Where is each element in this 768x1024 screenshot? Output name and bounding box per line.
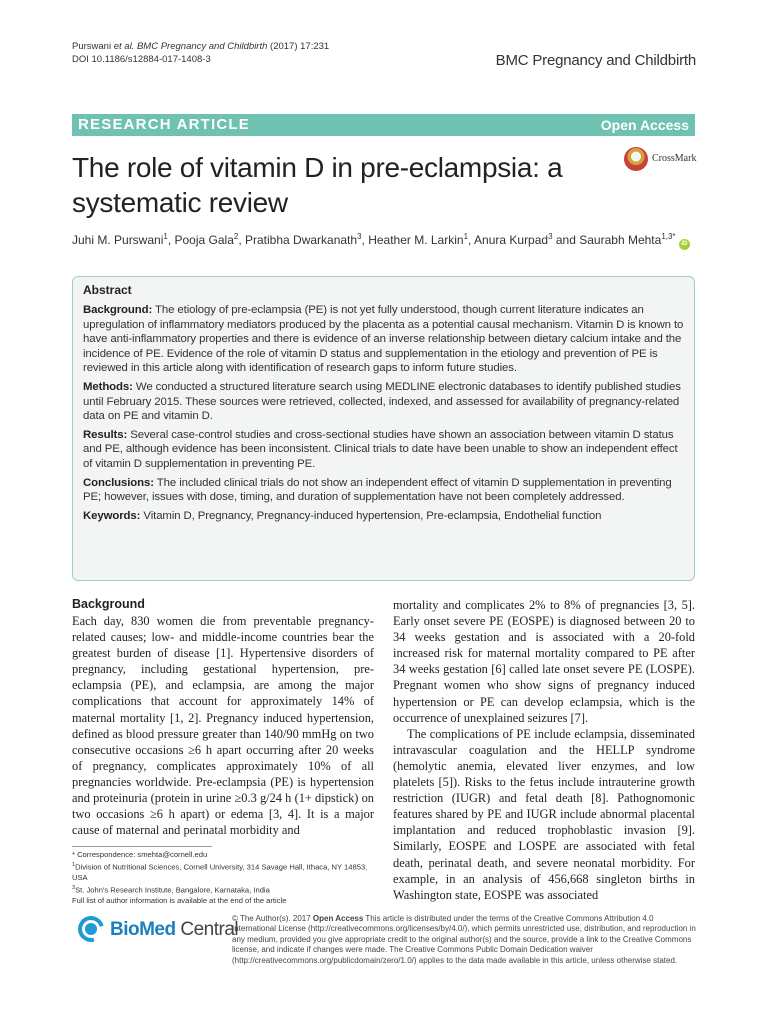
body-column-left <box>72 597 374 838</box>
affiliation: $^1$Division of Nutritional Sciences, Cornell University, 314 Savage Hall, Ithaca, NY 14853, USA <box>72 862 368 882</box>
article-title: The role of vitamin D in pre-eclampsia: a systematic review <box>72 152 563 218</box>
footnotes <box>72 850 374 906</box>
running-header <box>72 40 329 66</box>
citation-line: Purswani et al. BMC Pregnancy and Childbirth (2017) 17:231 <box>72 41 330 52</box>
author[interactable]: Pooja Gala <box>174 233 234 247</box>
author[interactable]: Juhi M. Purswani <box>72 233 164 247</box>
abstract-results: Results: Several case-control studies and cross-sectional studies have shown an association between vitamin D status and PE, although evidence has been inconsistent. Clinical trials to date have been unable to show an independent effect of vitamin D supplementation in preventing PE. <box>83 428 678 470</box>
license-statement: © The Author(s). 2017 Open Access This article is distributed under the terms of the Creative Commons Attribution 4.0 International License (http://creativecommons.org/licenses/by/4.0/), which permits unrestricted use, distribution, and reproduction in any medium, provided you give appropriate credit to the original author(s) and the source, provide a link to the Creative Commons license, and indicate if changes were made. The Creative Commons Public Domain Dedication waiver (http://creativecommons.org/publicdomain/zero/1.0/) applies to the data made available in this article, unless otherwise stated. <box>232 914 696 965</box>
abstract-conclusions: Conclusions: The included clinical trials do not show an independent effect of vitamin D supplementation in preventing PE; however, issues with dose, timing, and duration of supplementation have not been completely addressed. <box>83 476 672 504</box>
body-column-right <box>393 597 695 903</box>
abstract-heading: Abstract <box>83 283 132 297</box>
abstract-keywords: Keywords: Vitamin D, Pregnancy, Pregnancy-induced hypertension, Pre-eclampsia, Endothelial function <box>83 509 602 522</box>
crossmark-icon <box>624 147 648 171</box>
author-list: Juhi M. Purswani$^1$, Pooja Gala$^2$, Pratibha Dwarkanath$^3$, Heather M. Larkin$^1$, Anura Kurpad$^3$ and Saurabh Mehta$^{1,3*}$ iD <box>72 232 690 250</box>
author-info-note: Full list of author information is available at the end of the article <box>72 895 287 905</box>
abstract-background: Background: The etiology of pre-eclampsia (PE) is not yet fully understood, though current literature indicates an upregulation of inflammatory mediators produced by the placenta as a potential causal mechanism. Vitamin D is known to have anti-inflammatory properties and there is evidence of an inverse relationship between dietary calcium intake and the incidence of PE. Evidence of the role of vitamin D status and supplementation in the etiology and prevention of PE is reviewed in this article along with identification of research gaps to inform future studies. <box>83 304 684 375</box>
author[interactable]: Pratibha Dwarkanath <box>245 233 358 247</box>
author[interactable]: Saurabh Mehta <box>579 233 662 247</box>
body-paragraph: The complications of PE include eclampsia, disseminated intravascular coagulation and the HELLP syndrome (hemolytic anemia, elevated liver enzymes, and low platelets [5]). Risks to the fetus include intrauterine growth restriction (IUGR) and fetal death [8]. Pathognomonic features shared by PE and IUGR include abnormal placental implantation and reduced trophoblastic invasion [9]. Similarly, EOSPE and LOSPE are associated with fetal death, perinatal death, and severe neonatal morbidity. For example, in an analysis of 456,668 singleton births in Washington state, EOSPE was associated <box>393 726 695 902</box>
journal-name: BMC Pregnancy and Childbirth <box>495 52 696 69</box>
biomed-logo-text: BioMed Central <box>110 919 239 940</box>
doi[interactable]: DOI 10.1186/s12884-017-1408-3 <box>72 54 211 65</box>
crossmark-label: CrossMark <box>652 153 697 164</box>
article-type-band <box>72 114 695 136</box>
orcid-icon[interactable]: iD <box>679 239 690 250</box>
biomed-central-logo[interactable] <box>78 916 239 946</box>
section-heading: Background <box>72 597 145 611</box>
author[interactable]: Heather M. Larkin <box>368 233 464 247</box>
abstract-box <box>72 276 695 581</box>
footnote-divider <box>72 846 212 847</box>
article-type: RESEARCH ARTICLE <box>78 116 250 133</box>
body-paragraph: mortality and complicates 2% to 8% of pregnancies [3, 5]. Early onset severe PE (EOSPE) is diagnosed between 20 to 34 weeks gestation and is associated with a 20-fold increased risk for maternal mortality compared to PE after 34 weeks gestation [6] called late onset severe PE (LOSPE). Pregnant women who show signs of pregnancy induced hypertension or PE can develop eclampsia, which is the occurrence of unexplained seizures [7]. <box>393 598 695 725</box>
affiliation: $^3$St. John's Research Institute, Bangalore, Karnataka, India <box>72 885 270 895</box>
open-access-label: Open Access <box>600 117 689 133</box>
correspondence[interactable]: * Correspondence: smehta@cornell.edu <box>72 850 208 859</box>
crossmark-badge[interactable] <box>624 147 704 173</box>
body-paragraph: Each day, 830 women die from preventable pregnancy-related causes; low- and middle-income countries bear the greatest burden of disease [1]. Hypertensive disorders of pregnancy, including gestational hypertension, pre-eclampsia (PE), and eclampsia, are among the major complications that account for approximately 14% of maternal mortality [1, 2]. Pregnancy induced hypertension, defined as blood pressure greater than 140/90 mmHg on two consecutive occasions ≥6 h apart occurring after 20 weeks of pregnancy, complicates approximately 10% of all pregnancies worldwide. Pre-eclampsia (PE) is hypertension and proteinuria (protein in urine ≥0.3 g/24 h (1+ dipstick) on two occasions ≥6 h apart) or edema [3, 4]. It is a major cause of maternal and perinatal morbidity and <box>72 614 374 838</box>
biomed-swirl-dot <box>85 923 97 935</box>
author[interactable]: Anura Kurpad <box>474 233 549 247</box>
abstract-methods: Methods: We conducted a structured literature search using MEDLINE electronic databases to identify published studies until February 2015. These sources were retrieved, collected, indexed, and assessed for availability of pregnancy-related data on PE and vitamin D. <box>83 380 681 423</box>
